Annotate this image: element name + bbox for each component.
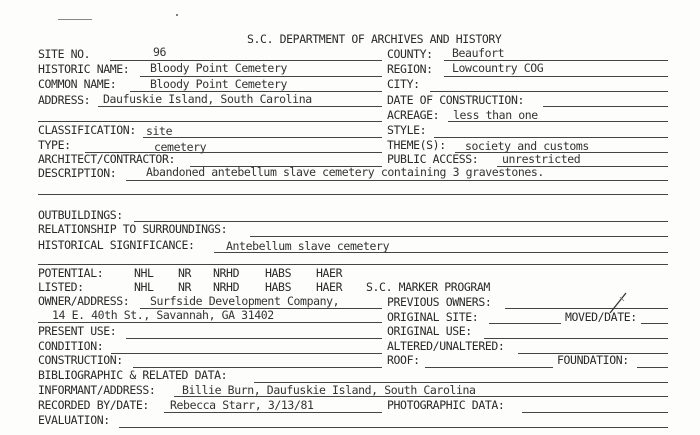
page-title: S.C. DEPARTMENT OF ARCHIVES AND HISTORY <box>247 32 502 46</box>
photographic-label: PHOTOGRAPHIC DATA: <box>387 398 505 412</box>
roof-line <box>425 367 553 368</box>
description-line-2 <box>38 194 668 195</box>
moved-date-label: MOVED/DATE: <box>565 310 637 324</box>
county-value: Beaufort <box>452 46 505 60</box>
listed-nr: NR <box>178 280 192 294</box>
present-use-line <box>126 338 382 339</box>
date-of-construction-label: DATE OF CONSTRUCTION: <box>387 93 524 107</box>
potential-nrhd: NRHD <box>213 266 240 280</box>
region-line <box>444 76 668 77</box>
relationship-label: RELATIONSHIP TO SURROUNDINGS: <box>38 222 228 236</box>
previous-owners-line <box>505 308 668 309</box>
recorded-label: RECORDED BY/DATE: <box>38 398 149 412</box>
photographic-line <box>522 412 668 413</box>
original-site-line <box>489 323 561 324</box>
type-label: TYPE: <box>38 138 71 152</box>
informant-line <box>174 396 668 397</box>
city-label: CITY: <box>387 77 420 91</box>
moved-date-line <box>641 323 668 324</box>
owner-address-value: Surfside Development Company, <box>150 294 340 308</box>
listed-nhl: NHL <box>134 280 154 294</box>
classification-label: CLASSIFICATION: <box>38 123 136 137</box>
listed-habs: HABS <box>265 280 292 294</box>
condition-line <box>111 353 382 354</box>
original-use-line <box>484 338 668 339</box>
potential-haer: HAER <box>316 266 343 280</box>
listed-nrhd: NRHD <box>213 280 240 294</box>
description-value: Abandoned antebellum slave cemetery containing 3 gravestones. <box>146 165 544 179</box>
date-of-construction-line <box>543 106 668 107</box>
historic-name-label: HISTORIC NAME: <box>38 62 130 76</box>
address-line-2 <box>38 121 382 122</box>
pencil-dot <box>176 14 178 16</box>
public-access-value: unrestricted <box>502 152 581 166</box>
foundation-line <box>637 367 668 368</box>
common-name-label: COMMON NAME: <box>38 77 117 91</box>
public-access-line <box>497 166 668 167</box>
recorded-line <box>164 412 382 413</box>
acreage-line <box>448 121 668 122</box>
acreage-label: ACREAGE: <box>387 108 440 122</box>
owner-address-line-2 <box>38 322 382 323</box>
historic-name-value: Bloody Point Cemetery <box>150 61 287 75</box>
significance-label: HISTORICAL SIGNIFICANCE: <box>38 238 195 252</box>
region-label: REGION: <box>387 62 433 76</box>
condition-label: CONDITION: <box>38 339 104 353</box>
recorded-value: Rebecca Starr, 3/13/81 <box>170 398 314 412</box>
roof-label: ROOF: <box>387 353 420 367</box>
style-line <box>434 137 668 138</box>
themes-value: society and customs <box>465 139 589 153</box>
bibliographic-label: BIBLIOGRAPHIC & RELATED DATA: <box>38 368 228 382</box>
original-site-label: ORIGINAL SITE: <box>387 310 479 324</box>
region-value: Lowcountry COG <box>452 61 544 75</box>
classification-line <box>143 137 382 138</box>
marker-program-label: S.C. MARKER PROGRAM <box>366 280 490 294</box>
significance-value: Antebellum slave cemetery <box>226 239 390 253</box>
listed-haer: HAER <box>316 280 343 294</box>
description-line <box>126 180 668 181</box>
pencil-check-mark <box>606 291 630 317</box>
address-value: Daufuskie Island, South Carolina <box>103 92 312 106</box>
listed-label: LISTED: <box>38 280 84 294</box>
owner-address-value-2: 14 E. 40th St., Savannah, GA 31402 <box>52 308 274 322</box>
type-value: cemetery <box>154 140 207 154</box>
site-no-value: 96 <box>153 45 167 59</box>
address-label: ADDRESS: <box>38 93 91 107</box>
address-line <box>98 106 382 107</box>
original-use-label: ORIGINAL USE: <box>387 324 472 338</box>
potential-nr: NR <box>178 266 192 280</box>
public-access-label: PUBLIC ACCESS: <box>387 152 479 166</box>
significance-line <box>214 252 668 253</box>
present-use-label: PRESENT USE: <box>38 324 117 338</box>
outbuildings-label: OUTBUILDINGS: <box>38 208 123 222</box>
altered-label: ALTERED/UNALTERED: <box>387 339 505 353</box>
city-line <box>430 91 668 92</box>
pencil-mark <box>58 19 92 20</box>
potential-label: POTENTIAL: <box>38 266 104 280</box>
construction-label: CONSTRUCTION: <box>38 353 123 367</box>
themes-label: THEME(S): <box>387 138 446 152</box>
foundation-label: FOUNDATION: <box>557 353 629 367</box>
potential-nhl: NHL <box>134 266 154 280</box>
common-name-value: Bloody Point Cemetery <box>150 77 287 91</box>
potential-habs: HABS <box>265 266 292 280</box>
evaluation-line <box>119 427 668 428</box>
previous-owners-label: PREVIOUS OWNERS: <box>387 295 492 309</box>
site-no-label: SITE NO. <box>38 47 91 61</box>
style-label: STYLE: <box>387 123 427 137</box>
county-label: COUNTY: <box>387 47 433 61</box>
informant-label: INFORMANT/ADDRESS: <box>38 383 156 397</box>
evaluation-label: EVALUATION: <box>38 413 110 427</box>
significance-line-2 <box>38 264 668 265</box>
informant-value: Billie Burn, Daufuskie Island, South Carolina <box>182 383 476 397</box>
architect-label: ARCHITECT/CONTRACTOR: <box>38 152 175 166</box>
owner-address-label: OWNER/ADDRESS: <box>38 294 130 308</box>
description-label: DESCRIPTION: <box>38 166 117 180</box>
relationship-line <box>250 236 668 237</box>
acreage-value: less than one <box>453 108 538 122</box>
classification-value: site <box>146 124 173 138</box>
